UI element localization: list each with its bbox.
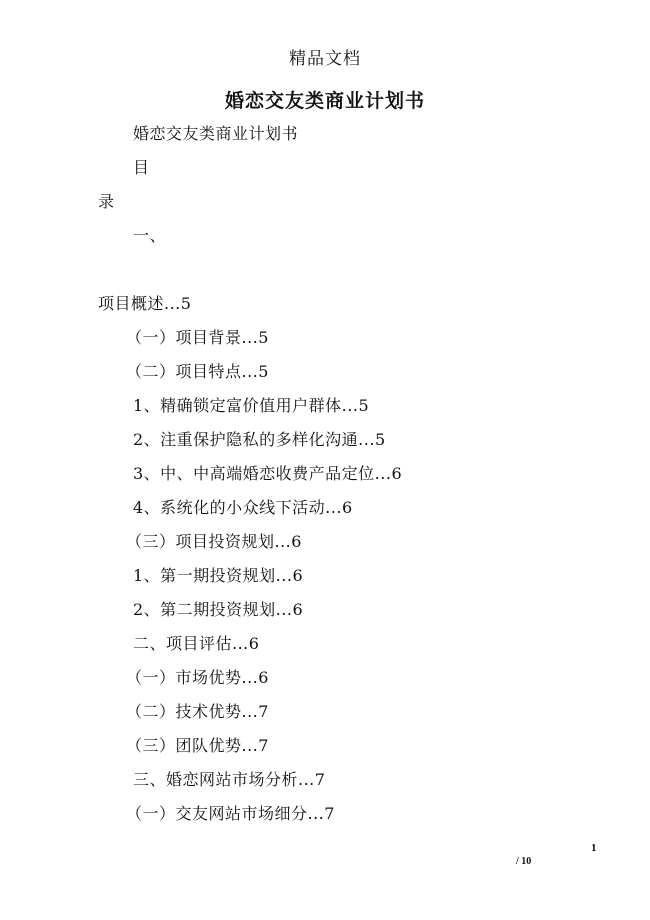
toc-entry: 2、注重保护隐私的多样化沟通...5 [133,430,386,449]
toc-entry: （二）技术优势...7 [126,702,269,721]
toc-entry: 3、中、中高端婚恋收费产品定位...6 [133,464,403,483]
page-number: 1 [591,842,597,854]
document-title: 婚恋交友类商业计划书 [224,90,425,112]
toc-entry: 项目概述...5 [98,294,192,313]
toc-entry: 1、第一期投资规划...6 [133,566,304,585]
page-header: 精品文档 [289,49,361,69]
toc-heading-part1: 目 [133,158,150,177]
toc-entry: 4、系统化的小众线下活动...6 [133,498,353,517]
page-total: / 10 [516,856,532,867]
toc-heading-part2: 录 [98,192,115,211]
section-number-line: 一、 [133,226,167,245]
toc-entry: （一）市场优势...6 [126,668,269,687]
subtitle-line: 婚恋交友类商业计划书 [133,124,299,143]
toc-entry: （一）交友网站市场细分...7 [126,804,335,823]
toc-entry: （一）项目背景...5 [126,328,269,347]
toc-entry: （二）项目特点...5 [126,362,269,381]
toc-entry: 三、婚恋网站市场分析...7 [133,770,326,789]
toc-entry: （三）项目投资规划...6 [126,532,302,551]
toc-entry: 1、精确锁定富价值用户群体...5 [133,396,370,415]
toc-entry: （三）团队优势...7 [126,736,269,755]
toc-entry: 二、项目评估...6 [133,634,260,653]
toc-entry: 2、第二期投资规划...6 [133,600,304,619]
